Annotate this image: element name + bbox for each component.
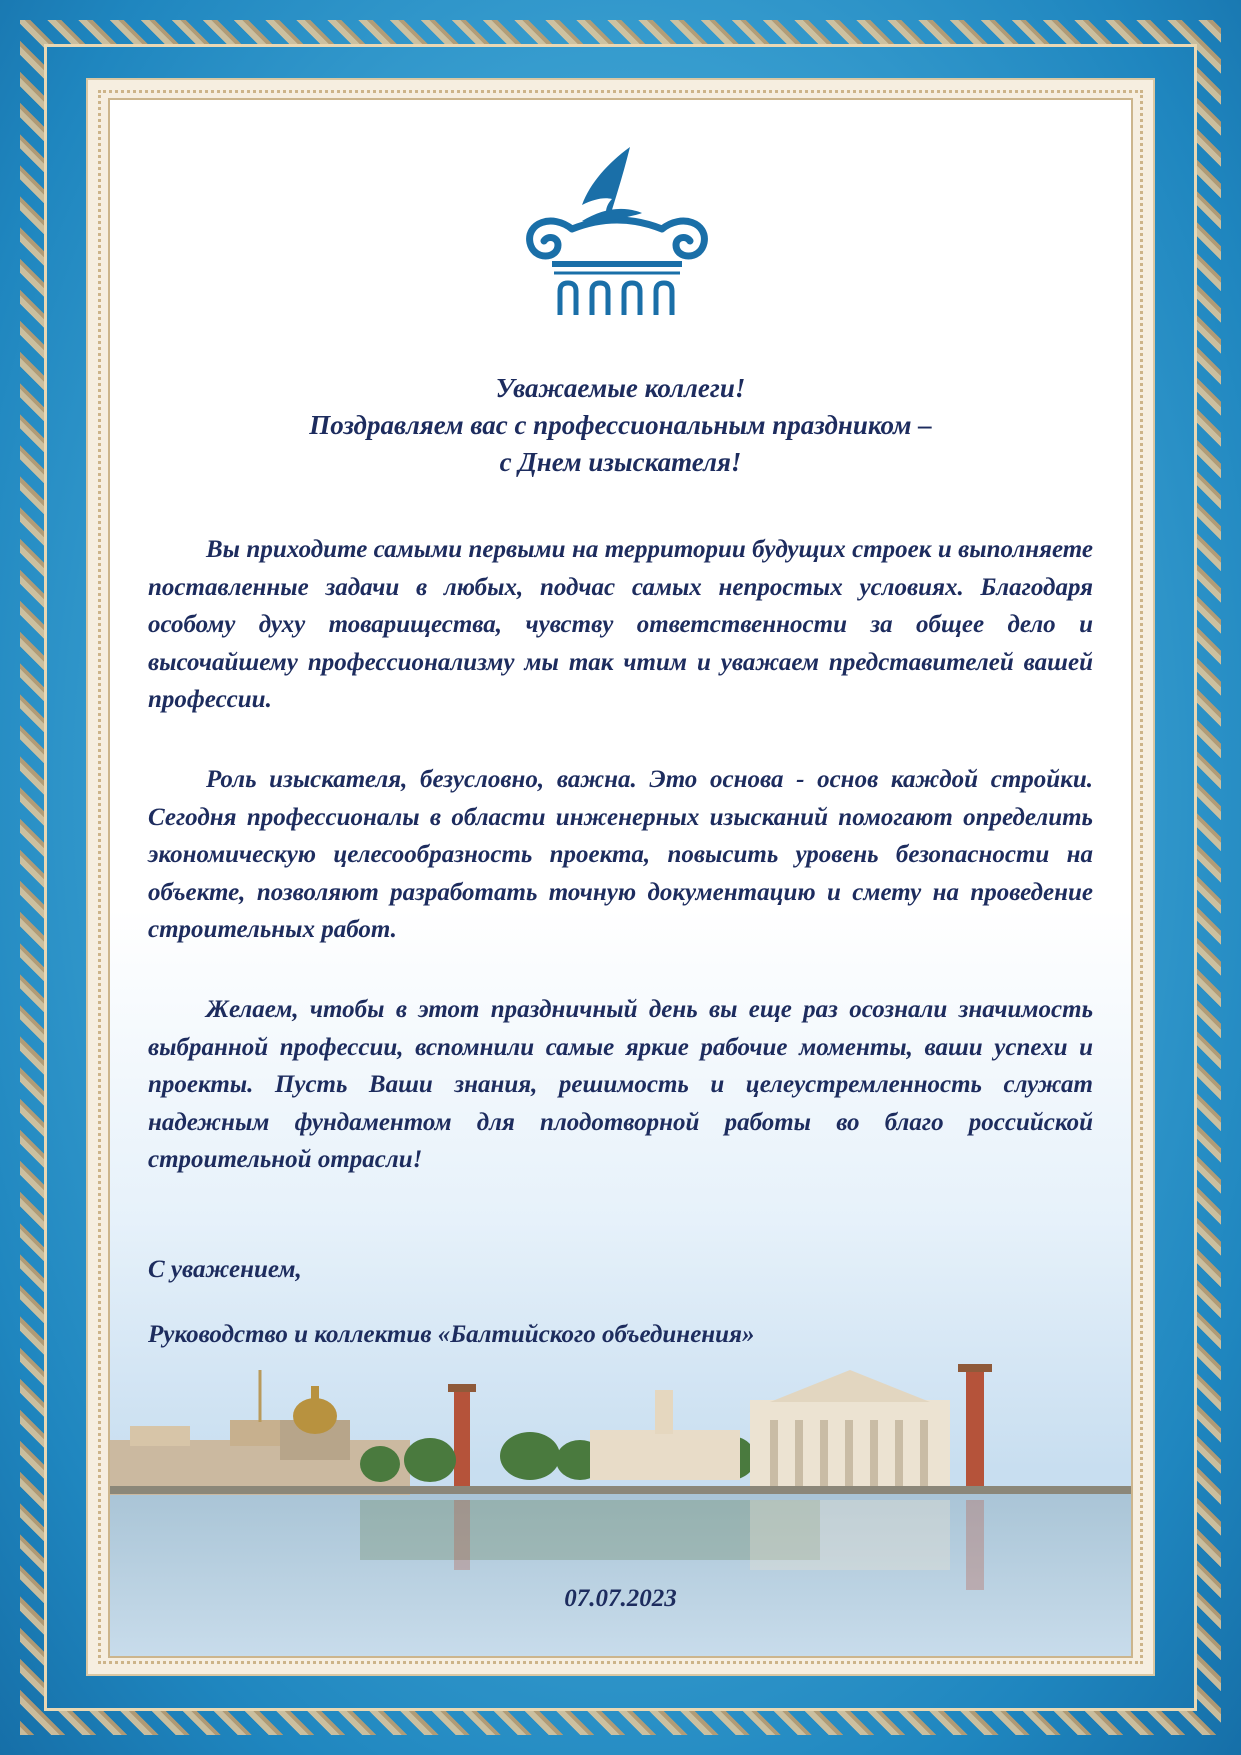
letter-date: 07.07.2023: [564, 1585, 677, 1612]
paragraph-1: Вы приходите самыми первыми на территории будущих строек и выполняете поставленные задачи в любых, подчас самых непростых условиях. Благодаря особому духу товарищества, чувству ответственности за общее дело и высочайшему профессионализму мы так чтим и уважаем представителей вашей профессии.: [148, 536, 1093, 713]
congrats-line-1: Поздравляем вас с профессиональным праздником –: [309, 410, 932, 440]
letter-heading: [148, 370, 1093, 481]
company-logo-icon: [512, 143, 722, 323]
congrats-line-2: с Днем изыскателя!: [499, 447, 742, 477]
signature-line: Руководство и коллектив «Балтийского объединения»: [148, 1321, 755, 1348]
paragraph-3: Желаем, чтобы в этот праздничный день вы еще раз осознали значимость выбранной профессии, вспомнили самые яркие рабочие моменты, ваши успехи и проекты. Пусть Ваши знания, решимость и целеустремленность служат надежным фундаментом для плодотворной работы во благо российской строительной отрасли!: [148, 996, 1093, 1173]
greeting-line: Уважаемые коллеги!: [495, 373, 746, 403]
paragraph-2: Роль изыскателя, безусловно, важна. Это основа - основ каждой стройки. Сегодня профессионалы в области инженерных изысканий помогают определить экономическую целесообразность проекта, повысить уровень безопасности на объекте, позволяют разработать точную документацию и смету на проведение строительных работ.: [148, 766, 1093, 943]
regards-line: С уважением,: [148, 1256, 302, 1283]
